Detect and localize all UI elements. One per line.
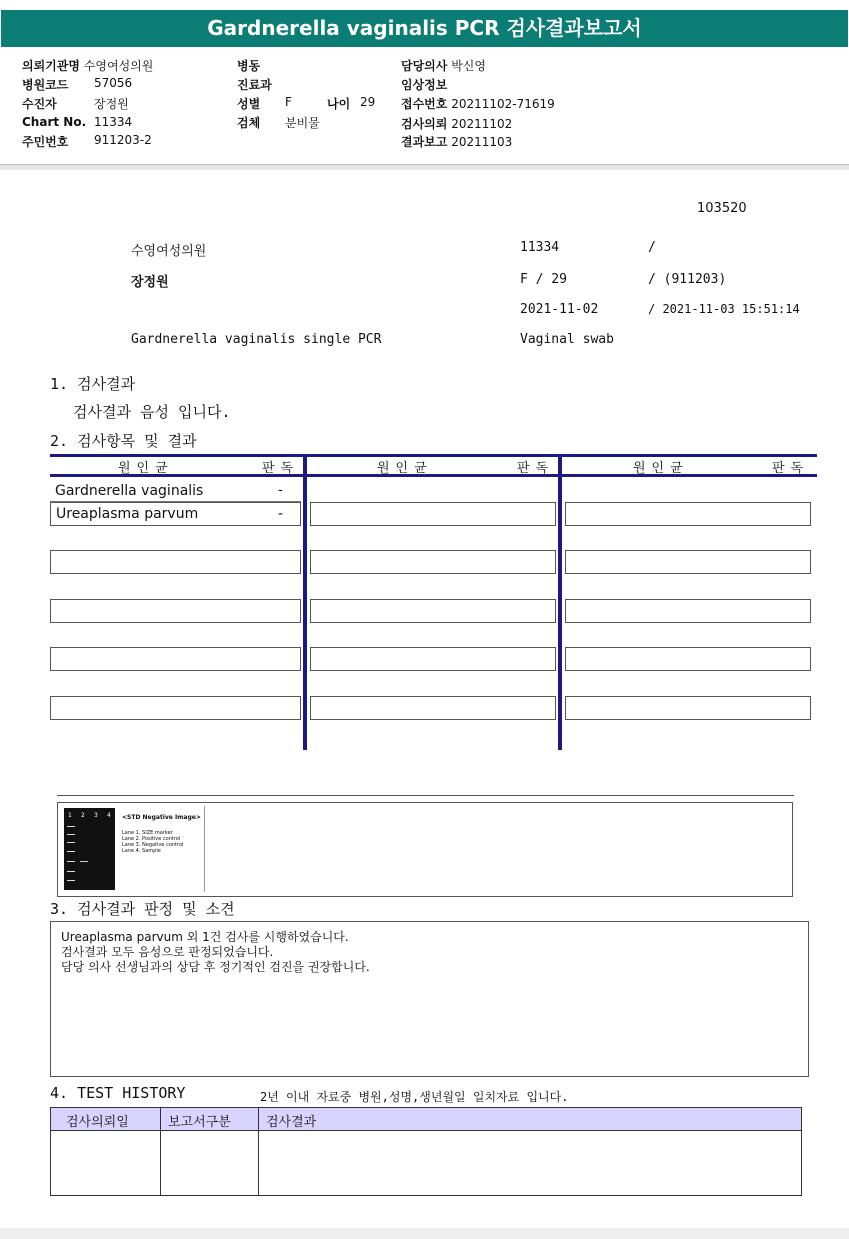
col-judgment-1: 판독 xyxy=(262,461,300,476)
ward-field: 병동 xyxy=(237,59,261,73)
empty-cell xyxy=(310,696,556,720)
empty-cell xyxy=(565,696,811,720)
gel-band xyxy=(67,826,75,827)
summary-institution: 수영여성의원 xyxy=(131,244,207,259)
summary-request-date: 2021-11-02 xyxy=(520,302,599,317)
resident-no-value: 911203-2 xyxy=(94,133,152,147)
table-divider-2 xyxy=(558,456,562,750)
receipt-no-field: 접수번호 20211102-71619 xyxy=(401,97,555,111)
empty-cell xyxy=(310,647,556,671)
gel-band xyxy=(67,861,75,862)
gel-band xyxy=(67,871,75,872)
empty-cell xyxy=(50,696,301,720)
sex-value: F xyxy=(285,95,292,109)
summary-birth: / (911203) xyxy=(648,272,727,287)
section4-title: 4. TEST HISTORY xyxy=(50,1084,186,1102)
col-pathogen-1: 원인균 xyxy=(118,461,174,476)
lane-number: 1 xyxy=(68,812,72,819)
sex-field: 성별 xyxy=(237,97,261,111)
history-col-result: 검사결과 xyxy=(266,1115,317,1130)
gel-band xyxy=(67,880,75,881)
history-col-type: 보고서구분 xyxy=(168,1115,231,1130)
result-value: - xyxy=(278,506,284,522)
gel-band xyxy=(80,861,88,862)
institution-field: 의뢰기관명 수영여성의원 xyxy=(22,59,154,73)
patient-field: 수진자 xyxy=(22,97,57,111)
patient-value: 장정원 xyxy=(94,97,129,111)
specimen-value: 분비물 xyxy=(285,116,320,130)
history-col-rule xyxy=(258,1108,259,1195)
empty-cell xyxy=(565,550,811,574)
empty-cell xyxy=(565,647,811,671)
gel-photo xyxy=(64,808,115,890)
empty-cell xyxy=(565,502,811,526)
gel-band xyxy=(67,834,75,835)
empty-cell xyxy=(50,647,301,671)
history-header xyxy=(51,1108,801,1131)
lane-number: 2 xyxy=(81,812,85,819)
department-field: 진료과 xyxy=(237,78,272,92)
empty-cell xyxy=(310,599,556,623)
col-judgment-3: 판독 xyxy=(772,461,810,476)
gel-image xyxy=(61,806,205,892)
lane-number: 3 xyxy=(94,812,98,819)
report-title: Gardnerella vaginalis PCR 검사결과보고서 xyxy=(1,10,848,47)
empty-cell xyxy=(50,550,301,574)
empty-cell xyxy=(565,599,811,623)
section1-text: 검사결과 음성 입니다. xyxy=(73,403,231,421)
gel-top-rule xyxy=(57,795,794,796)
empty-cell xyxy=(310,550,556,574)
summary-patient: 장정원 xyxy=(131,275,169,290)
gel-title: <STD Negative Image> xyxy=(122,814,201,821)
col-pathogen-2: 원인균 xyxy=(377,461,433,476)
age-field: 나이 xyxy=(327,97,351,111)
col-judgment-2: 판독 xyxy=(517,461,555,476)
summary-slash: / xyxy=(648,240,656,255)
specimen-field: 검체 xyxy=(237,116,261,130)
opinion-line: Ureaplasma parvum 외 1건 검사를 시행하였습니다. xyxy=(61,930,349,944)
opinion-line: 담당 의사 선생님과의 상담 후 정기적인 검진을 권장합니다. xyxy=(61,960,370,974)
section1-title: 1. 검사결과 xyxy=(50,375,136,393)
result-name: Gardnerella vaginalis xyxy=(55,483,204,499)
report-id: 103520 xyxy=(697,201,747,216)
summary-specimen: Vaginal swab xyxy=(520,332,614,347)
result-value: - xyxy=(278,483,283,498)
table-divider-1 xyxy=(303,456,307,750)
header-divider xyxy=(0,164,849,170)
gel-band xyxy=(67,851,75,852)
section2-title: 2. 검사항목 및 결과 xyxy=(50,432,197,450)
history-note: 2년 이내 자료중 병원,성명,생년월일 일치자료 입니다. xyxy=(260,1090,569,1104)
summary-test-name: Gardnerella vaginalis single PCR xyxy=(131,332,382,347)
hospital-code-value: 57056 xyxy=(94,76,133,90)
history-col-date: 검사의뢰일 xyxy=(66,1115,129,1130)
lane-number: 4 xyxy=(107,812,111,819)
resident-no-field: 주민번호 xyxy=(22,135,69,149)
opinion-box xyxy=(50,921,809,1077)
clinical-info-field: 임상정보 xyxy=(401,78,448,92)
history-col-rule xyxy=(160,1108,161,1195)
chart-no-field: Chart No. xyxy=(22,115,87,129)
chart-no-value: 11334 xyxy=(94,115,133,129)
empty-cell xyxy=(310,502,556,526)
result-row xyxy=(50,502,301,526)
opinion-line: 검사결과 모두 음성으로 판정되었습니다. xyxy=(61,945,274,959)
history-table xyxy=(50,1107,802,1196)
gel-band xyxy=(67,842,75,843)
page-bottom-edge xyxy=(0,1228,849,1239)
col-pathogen-3: 원인균 xyxy=(633,461,689,476)
hospital-code-field: 병원코드 xyxy=(22,78,69,92)
doctor-field: 담당의사 박신영 xyxy=(401,59,486,73)
summary-report-datetime: / 2021-11-03 15:51:14 xyxy=(648,302,800,316)
section3-title: 3. 검사결과 판정 및 소견 xyxy=(50,900,235,918)
report-date-field: 결과보고 20211103 xyxy=(401,135,513,149)
gel-legend: Lane 1. SIZE marker Lane 2. Positive control Lane 3. Negative control Lane 4. Sample xyxy=(122,830,184,854)
summary-sex-age: F / 29 xyxy=(520,272,567,287)
request-date-field: 검사의뢰 20211102 xyxy=(401,117,513,131)
age-value: 29 xyxy=(360,95,376,109)
result-name: Ureaplasma parvum xyxy=(56,506,199,522)
summary-chart-no: 11334 xyxy=(520,240,560,255)
empty-cell xyxy=(50,599,301,623)
